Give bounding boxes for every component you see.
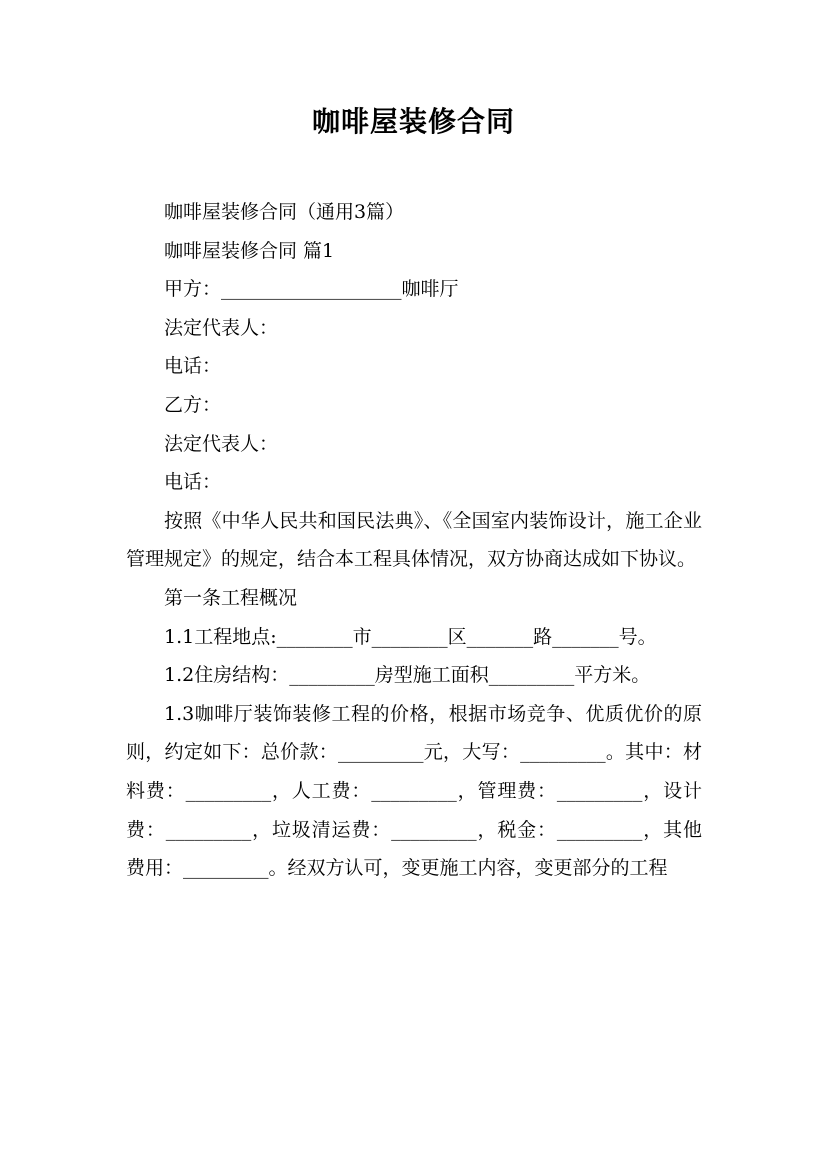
paragraph-article-1-heading: 第一条工程概况	[164, 586, 298, 609]
paragraph-clause-1-3: 1.3咖啡厅装饰装修工程的价格，根据市场竞争、优质优价的原则，约定如下：总价款：_________元，大写：_________。其中：材料费：_________，人工费：_________，管理费：_________，设计费：_________，垃圾清运费：_________，税金：_________，其他费用：_________。经双方认可，变更施工内容，变更部分的工程	[126, 702, 702, 880]
paragraph-subtitle: 咖啡屋装修合同（通用3篇）	[164, 201, 405, 223]
paragraph-party-a-phone: 电话：	[164, 355, 222, 378]
document-body	[126, 193, 702, 888]
paragraph-party-b: 乙方：	[164, 393, 222, 416]
paragraph-party-a: 甲方：___________________咖啡厅	[164, 278, 459, 301]
paragraph-party-b-representative: 法定代表人：	[164, 432, 279, 455]
paragraph-clause-1-2: 1.2住房结构：_________房型施工面积_________平方米。	[164, 664, 651, 687]
paragraph-clause-1-1: 1.1工程地点:________市________区_______路_______号。	[164, 625, 657, 648]
document-title: 咖啡屋装修合同	[311, 105, 515, 138]
paragraph-section-heading: 咖啡屋装修合同 篇1	[164, 239, 335, 262]
paragraph-party-a-representative: 法定代表人：	[164, 316, 279, 339]
paragraph-preamble: 按照《中华人民共和国民法典》、《全国室内装饰设计，施工企业管理规定》的规定，结合本工程具体情况，双方协商达成如下协议。	[126, 509, 702, 571]
paragraph-party-b-phone: 电话：	[164, 471, 222, 494]
